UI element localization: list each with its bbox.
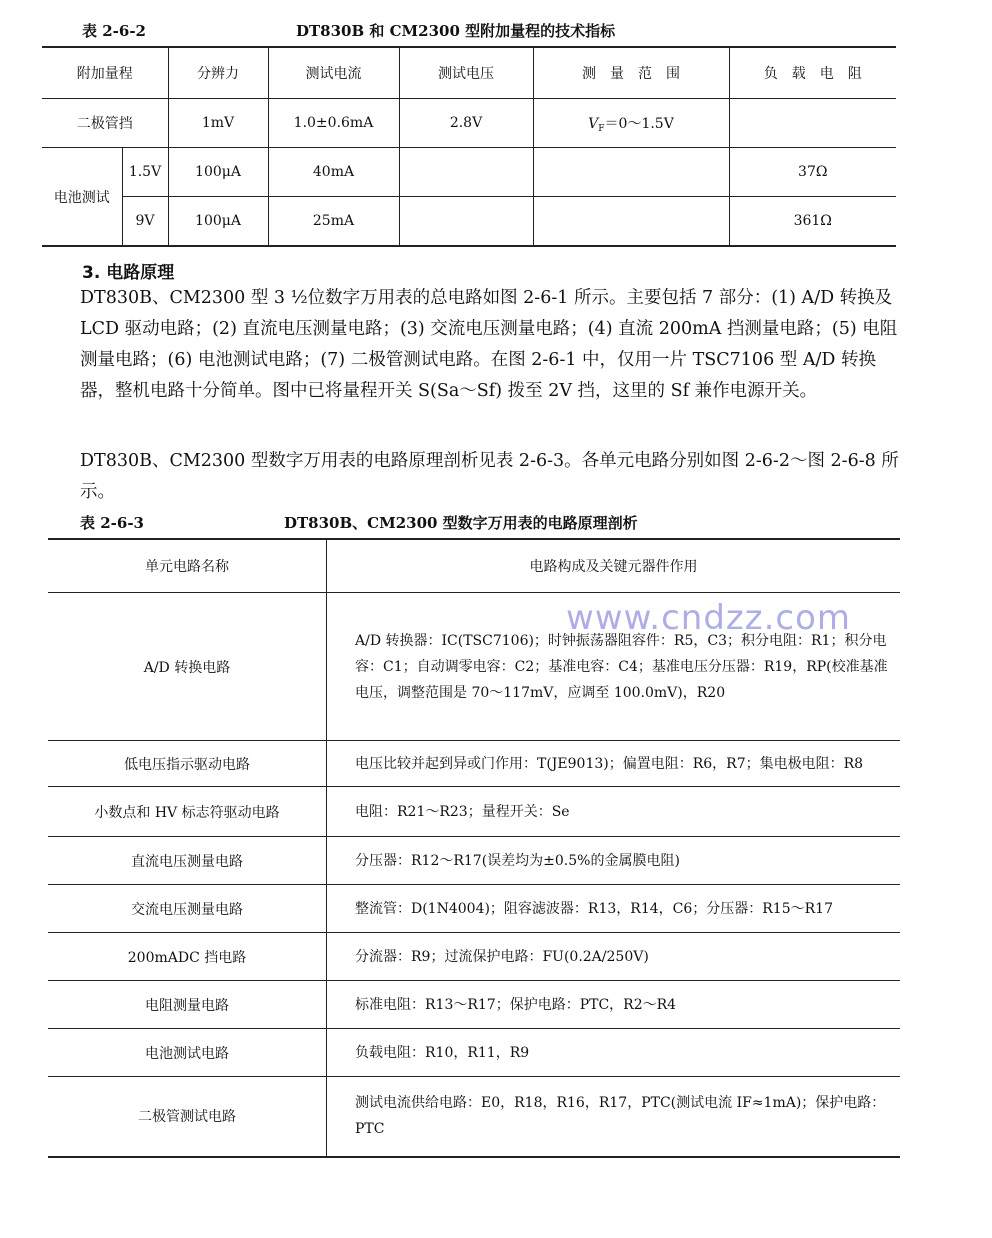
table-cell: 电压比较并起到异或门作用：T(JE9013)；偏置电阻：R6，R7；集电极电阻：R8 xyxy=(327,741,901,787)
row-label: 电池测试电路 xyxy=(48,1029,327,1077)
row-label: 电阻测量电路 xyxy=(48,981,327,1029)
table-row xyxy=(48,837,900,885)
row-label: 200mADC 挡电路 xyxy=(48,933,327,981)
table-cell: 负载电阻：R10，R11，R9 xyxy=(327,1029,901,1077)
table-row xyxy=(48,885,900,933)
table-cell: 分压器：R12～R17(误差均为±0.5%的金属膜电阻) xyxy=(327,837,901,885)
table-cell: 100μA xyxy=(168,197,268,247)
header-cell: 附加量程 xyxy=(42,47,168,99)
paragraph: DT830B、CM2300 型 3 ½位数字万用表的总电路如图 2-6-1 所示。主要包括 7 部分：(1) A/D 转换及 LCD 驱动电路；(2) 直流电压测量电路；(3) 交流电压测量电路；(4) 直流 200mA 挡测量电路；(5) 电阻测量电路；(6) 电池测试电路；(7) 二极管测试电路。在图 2-6-1 中，仅用一片 TSC7106 型 A/D 转换器，整机电路十分简单。图中已将量程开关 S(Sa～Sf) 拨至 2V 挡，这里的 Sf 兼作电源开关。 xyxy=(80,288,898,401)
table-cell xyxy=(399,197,533,247)
table-cell xyxy=(399,148,533,197)
row-label: 二极管挡 xyxy=(42,99,168,148)
table-cell: 测试电流供给电路：E0，R18，R16，R17，PTC(测试电流 IF≈1mA)；保护电路：PTC xyxy=(327,1077,901,1157)
table-cell xyxy=(533,148,729,197)
header-cell: 分辨力 xyxy=(168,47,268,99)
header-cell: 负 载 电 阻 xyxy=(729,47,896,99)
table-row xyxy=(48,1077,900,1157)
header-cell: 单元电路名称 xyxy=(48,539,327,593)
row-label: 交流电压测量电路 xyxy=(48,885,327,933)
table-cell: 40mA xyxy=(268,148,399,197)
table-cell: 2.8V xyxy=(399,99,533,148)
table-cell xyxy=(533,197,729,247)
table2-number: 表 2-6-3 xyxy=(80,514,144,532)
table-cell: 9V xyxy=(122,197,168,247)
table-row xyxy=(48,1029,900,1077)
row-label: 低电压指示驱动电路 xyxy=(48,741,327,787)
table1-title: DT830B 和 CM2300 型附加量程的技术指标 xyxy=(296,22,616,40)
row-label: 小数点和 HV 标志符驱动电路 xyxy=(48,787,327,837)
table-row xyxy=(48,741,900,787)
section-title: 3. 电路原理 xyxy=(82,263,175,283)
row-label: 直流电压测量电路 xyxy=(48,837,327,885)
row-label: 二极管测试电路 xyxy=(48,1077,327,1157)
watermark: www.cndzz.com xyxy=(566,598,852,638)
table1-number: 表 2-6-2 xyxy=(82,22,146,40)
row-label: A/D 转换电路 xyxy=(48,593,327,741)
table-cell: 1.5V xyxy=(122,148,168,197)
header-cell: 测试电流 xyxy=(268,47,399,99)
table-row xyxy=(48,787,900,837)
table-row xyxy=(48,981,900,1029)
header-cell: 测试电压 xyxy=(399,47,533,99)
table-row xyxy=(48,933,900,981)
spec-table xyxy=(42,46,896,247)
table-cell: 整流管：D(1N4004)；阻容滤波器：R13，R14，C6；分压器：R15～R17 xyxy=(327,885,901,933)
table-cell: A/D 转换器：IC(TSC7106)；时钟振荡器阻容件：R5，C3；积分电阻：R1；积分电容：C1；自动调零电容：C2；基准电容：C4；基准电压分压器：R19，RP(校准基准电压，调整范围是 70～117mV，应调至 100.0mV)，R20 xyxy=(327,593,901,741)
table-cell: 分流器：R9；过流保护电路：FU(0.2A/250V) xyxy=(327,933,901,981)
table-row xyxy=(42,99,896,148)
table-cell: 361Ω xyxy=(729,197,896,247)
table-cell: $V_F=0\sim 1.5V$ xyxy=(533,99,729,148)
row-label: 电池测试 xyxy=(42,148,122,247)
table-cell: 25mA xyxy=(268,197,399,247)
table2-title: DT830B、CM2300 型数字万用表的电路原理剖析 xyxy=(284,514,638,532)
header-cell: 电路构成及关键元器件作用 xyxy=(327,539,901,593)
table-cell: 1.0±0.6mA xyxy=(268,99,399,148)
table-cell xyxy=(729,99,896,148)
table-row xyxy=(42,148,896,197)
table-header-row xyxy=(42,47,896,99)
table-cell: 标准电阻：R13～R17；保护电路：PTC，R2～R4 xyxy=(327,981,901,1029)
header-cell: 测 量 范 围 xyxy=(533,47,729,99)
table-header-row xyxy=(48,539,900,593)
table-cell: 37Ω xyxy=(729,148,896,197)
table-cell: 100μA xyxy=(168,148,268,197)
table-row xyxy=(42,197,896,247)
table-cell: 电阻：R21～R23；量程开关：Se xyxy=(327,787,901,837)
table-cell: 1mV xyxy=(168,99,268,148)
paragraph: DT830B、CM2300 型数字万用表的电路原理剖析见表 2-6-3。各单元电路分别如图 2-6-2～图 2-6-8 所示。 xyxy=(80,451,899,502)
